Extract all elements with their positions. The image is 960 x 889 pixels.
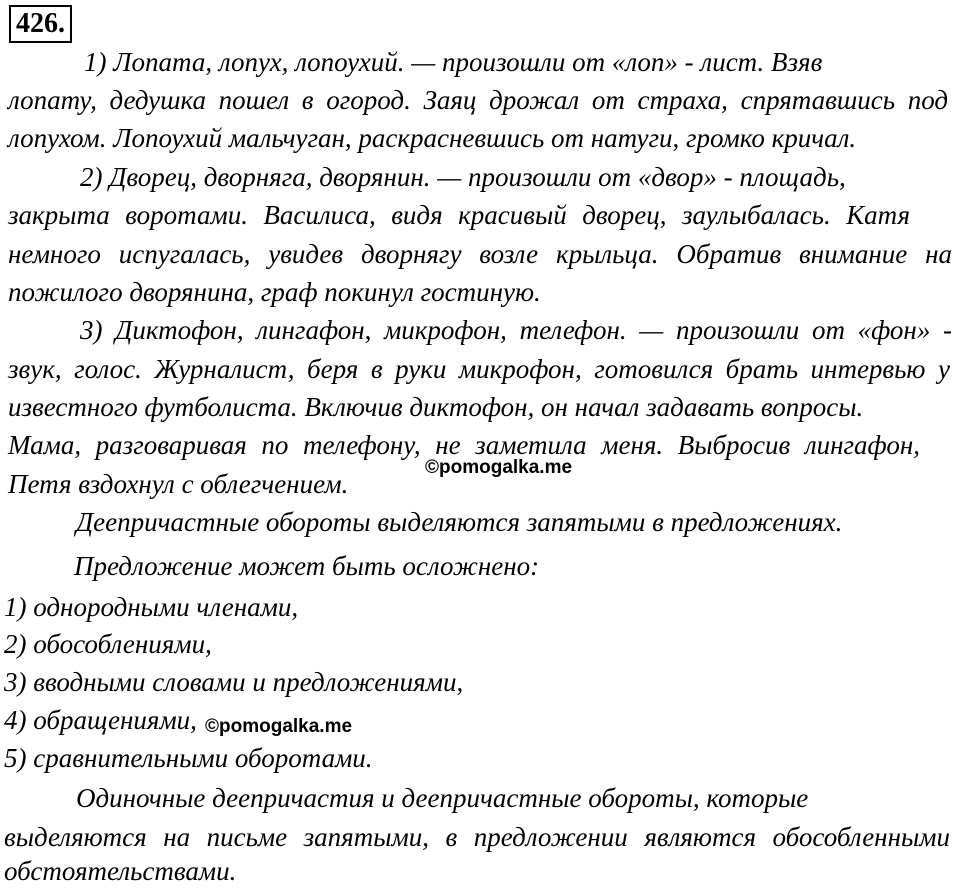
exercise-number: 426. — [9, 5, 72, 43]
text-line: 2) Дворец, дворняга, дворянин. — произошли от «двор» - площадь, — [80, 162, 846, 192]
text-line: немного испугалась, увидев дворнягу возле крыльца. Обратив внимание на — [8, 239, 952, 269]
text-line: Мама, разговаривая по телефону, не заметила меня. Выбросив лингафон, — [8, 430, 920, 460]
text-line: известного футболиста. Включив диктофон, он начал задавать вопросы. — [8, 392, 864, 422]
list-item: 2) обособлениями, — [4, 629, 212, 659]
text-line: лопухом. Лопоухий мальчуган, раскрасневшись от натуги, громко кричал. — [8, 123, 857, 153]
text-line: Деепричастные обороты выделяются запятыми в предложениях. — [76, 507, 843, 537]
text-line: Предложение может быть осложнено: — [74, 551, 540, 581]
list-item: 3) вводными словами и предложениями, — [4, 667, 464, 697]
text-line: лопату, дедушка пошел в огород. Заяц дрожал от страха, спрятавшись под — [8, 85, 948, 115]
text-line: пожилого дворянина, граф покинул гостиную. — [8, 277, 541, 307]
text-line: закрыта воротами. Василиса, видя красивый дворец, заулыбалась. Катя — [8, 200, 910, 230]
text-line: 1) Лопата, лопух, лопоухий. — произошли от «лоп» - лист. Взяв — [84, 47, 823, 77]
text-line: звук, голос. Журналист, беря в руки микрофон, готовился брать интервью у — [8, 354, 950, 384]
list-item: 1) однородными членами, — [4, 592, 299, 622]
text-line: 3) Диктофон, лингафон, микрофон, телефон. — произошли от «фон» - — [80, 315, 952, 345]
text-line: выделяются на письме запятыми, в предложении являются обособленными — [4, 822, 950, 852]
list-item: 5) сравнительными оборотами. — [4, 743, 373, 773]
text-line: обстоятельствами. — [4, 856, 237, 886]
watermark: ©pomogalka.me — [425, 457, 573, 478]
list-item: 4) обращениями, — [4, 705, 197, 735]
watermark: ©pomogalka.me — [205, 716, 353, 737]
text-line: Одиночные деепричастия и деепричастные обороты, которые — [76, 783, 809, 813]
text-line: Петя вздохнул с облегчением. — [8, 469, 349, 499]
